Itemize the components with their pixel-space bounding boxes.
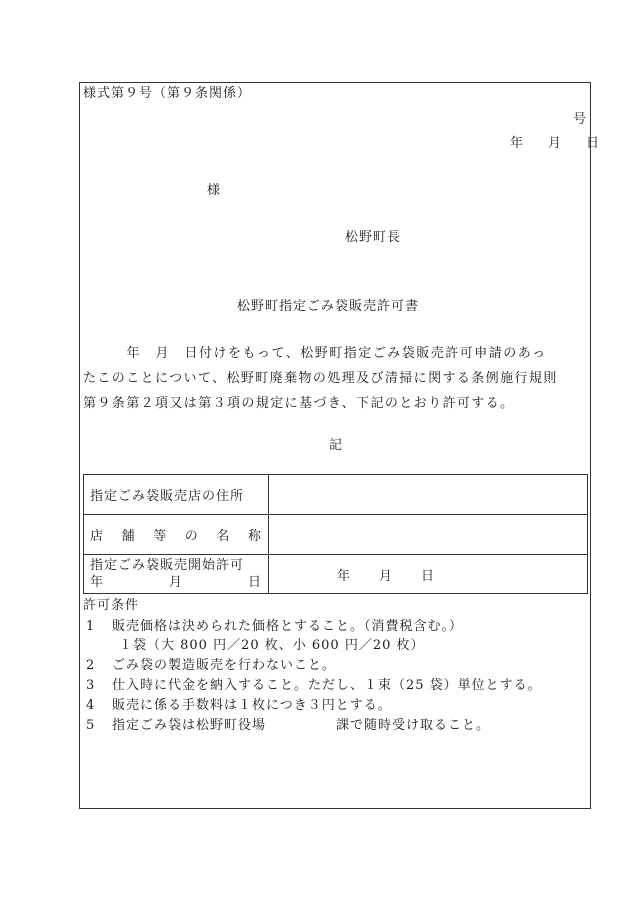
store-name-label — [84, 515, 269, 555]
condition-number: 3 — [86, 678, 96, 693]
body-line-1: 年 月 日付けをもって、松野町指定ごみ袋販売許可申請のあっ — [83, 346, 547, 361]
addressee-suffix: 様 — [207, 183, 222, 198]
body-line-2: たこのことについて、松野町廃棄物の処理及び清掃に関する条例施行規則 — [83, 371, 558, 386]
store-name-char: 称 — [247, 529, 262, 544]
list-item — [86, 678, 542, 694]
condition-text: １袋（大 800 円／20 枚、小 600 円／20 枚） — [119, 638, 425, 653]
date-label: 年 月 日 — [510, 136, 606, 151]
condition-number: 2 — [86, 658, 96, 673]
start-date-label-line1: 指定ごみ袋販売開始許可 — [90, 558, 245, 573]
condition-text: 指定ごみ袋は松野町役場 課で随時受け取ること。 — [112, 718, 491, 733]
body-line-3: 第９条第２項又は第３項の規定に基づき、下記のとおり許可する。 — [83, 396, 515, 411]
conditions-heading: 許可条件 — [83, 598, 140, 613]
note-heading: 記 — [329, 438, 344, 453]
number-label: 号 — [573, 112, 588, 127]
list-item — [86, 638, 425, 654]
start-date-label-char: 月 — [168, 575, 183, 590]
start-date-label-char: 日 — [247, 575, 262, 590]
list-item — [86, 718, 490, 734]
address-label: 指定ごみ袋販売店の住所 — [84, 475, 269, 515]
table-row — [84, 555, 588, 594]
issuer-name: 松野町長 — [345, 230, 402, 245]
permit-table — [83, 474, 588, 594]
condition-text: 仕入時に代金を納入すること。ただし、１束（25 袋）単位とする。 — [112, 678, 542, 693]
list-item — [86, 658, 336, 674]
start-date-label-char: 年 — [90, 575, 105, 590]
table-row — [84, 475, 588, 515]
document-title: 松野町指定ごみ袋販売許可書 — [237, 299, 420, 314]
store-name-char: 舗 — [121, 529, 136, 544]
list-item — [86, 698, 392, 714]
list-item — [86, 619, 463, 635]
address-value — [269, 475, 588, 515]
store-name-char: 名 — [216, 529, 231, 544]
store-name-char: 店 — [90, 529, 105, 544]
form-header: 様式第９号（第９条関係） — [83, 86, 252, 101]
condition-number: 1 — [86, 619, 96, 634]
start-date-value: 年 月 日 — [269, 555, 588, 594]
table-row — [84, 515, 588, 555]
store-name-char: の — [184, 529, 199, 544]
condition-number: 4 — [86, 698, 96, 713]
start-date-label — [84, 555, 269, 594]
store-name-value — [269, 515, 588, 555]
condition-text: ごみ袋の製造販売を行わないこと。 — [112, 658, 337, 673]
condition-text: 販売に係る手数料は１枚につき３円とする。 — [112, 698, 392, 713]
condition-text: 販売価格は決められた価格とすること。（消費税含む。） — [112, 619, 464, 634]
condition-number: 5 — [86, 718, 96, 733]
store-name-char: 等 — [153, 529, 168, 544]
